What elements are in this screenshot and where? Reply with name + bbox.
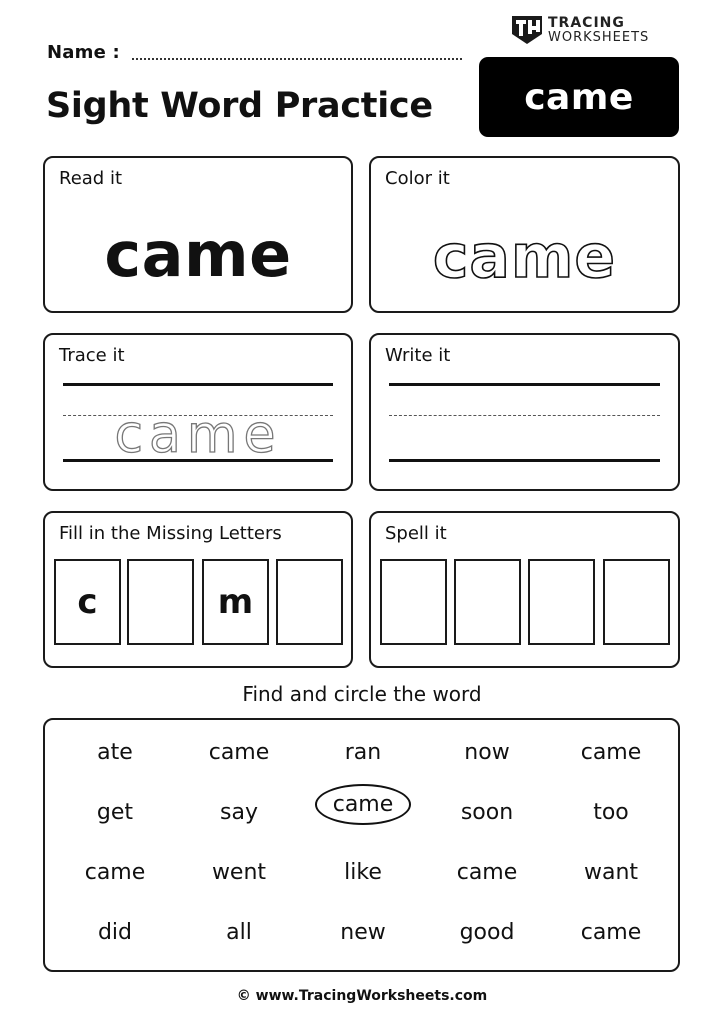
word-cell[interactable]: came	[208, 740, 270, 765]
tw-shield-logo-icon	[510, 14, 544, 46]
word-cell[interactable]: soon	[460, 800, 514, 825]
word-cell[interactable]: came	[84, 860, 146, 885]
word-cell[interactable]: came	[580, 740, 642, 765]
write-it-label: Write it	[385, 345, 451, 366]
spell-letter-cell[interactable]	[454, 559, 521, 645]
missing-letter-cell[interactable]: c	[54, 559, 121, 645]
word-cell[interactable]: now	[464, 740, 510, 765]
write-bottom-line	[389, 459, 660, 462]
word-cell[interactable]: want	[583, 860, 639, 885]
word-cell[interactable]: like	[344, 860, 382, 885]
missing-letter-cell[interactable]	[127, 559, 194, 645]
missing-letters-box	[43, 511, 353, 668]
spell-letter-cell[interactable]	[603, 559, 670, 645]
missing-letter-cell[interactable]	[276, 559, 343, 645]
read-it-label: Read it	[59, 168, 123, 189]
word-cell[interactable]: good	[459, 920, 515, 945]
trace-bottom-line	[63, 459, 333, 462]
word-cell-circled-example[interactable]	[303, 792, 423, 817]
word-search-box	[43, 718, 680, 972]
spell-letter-cell[interactable]	[528, 559, 595, 645]
word-cell[interactable]: too	[593, 800, 629, 825]
footer-copyright: © www.TracingWorksheets.com	[236, 988, 488, 1004]
trace-top-line	[63, 383, 333, 386]
missing-letter-cell[interactable]: m	[202, 559, 269, 645]
logo-text-worksheets: WORKSHEETS	[548, 30, 650, 45]
word-cell[interactable]: did	[97, 920, 133, 945]
name-writing-line[interactable]	[132, 58, 462, 60]
logo-text-tracing: TRACING	[548, 15, 625, 31]
read-it-word: came	[104, 218, 292, 291]
missing-letters-label: Fill in the Missing Letters	[59, 523, 282, 544]
trace-it-dotted-word[interactable]: came	[114, 405, 282, 465]
name-label: Name :	[47, 42, 120, 63]
word-cell[interactable]: ran	[344, 740, 382, 765]
word-cell[interactable]: say	[220, 800, 258, 825]
trace-it-box	[43, 333, 353, 491]
color-it-label: Color it	[385, 168, 450, 189]
write-mid-line[interactable]	[389, 415, 660, 416]
write-it-box	[369, 333, 680, 491]
find-circle-title: Find and circle the word	[242, 682, 482, 706]
word-cell[interactable]: get	[96, 800, 134, 825]
circled-word: came	[315, 784, 412, 825]
spell-it-label: Spell it	[385, 523, 447, 544]
page-title: Sight Word Practice	[46, 86, 433, 126]
trace-it-label: Trace it	[59, 345, 125, 366]
write-top-line	[389, 383, 660, 386]
spell-it-box	[369, 511, 680, 668]
read-it-box	[43, 156, 353, 313]
sight-word-badge: came	[479, 57, 679, 137]
color-it-outline-word[interactable]: came	[432, 222, 617, 292]
color-it-box	[369, 156, 680, 313]
word-cell[interactable]: all	[226, 920, 252, 945]
word-cell[interactable]: came	[456, 860, 518, 885]
word-cell[interactable]: went	[211, 860, 267, 885]
word-cell[interactable]: new	[340, 920, 386, 945]
spell-letter-cell[interactable]	[380, 559, 447, 645]
word-cell[interactable]: came	[580, 920, 642, 945]
brand-logo	[510, 12, 670, 46]
word-cell[interactable]: ate	[97, 740, 133, 765]
